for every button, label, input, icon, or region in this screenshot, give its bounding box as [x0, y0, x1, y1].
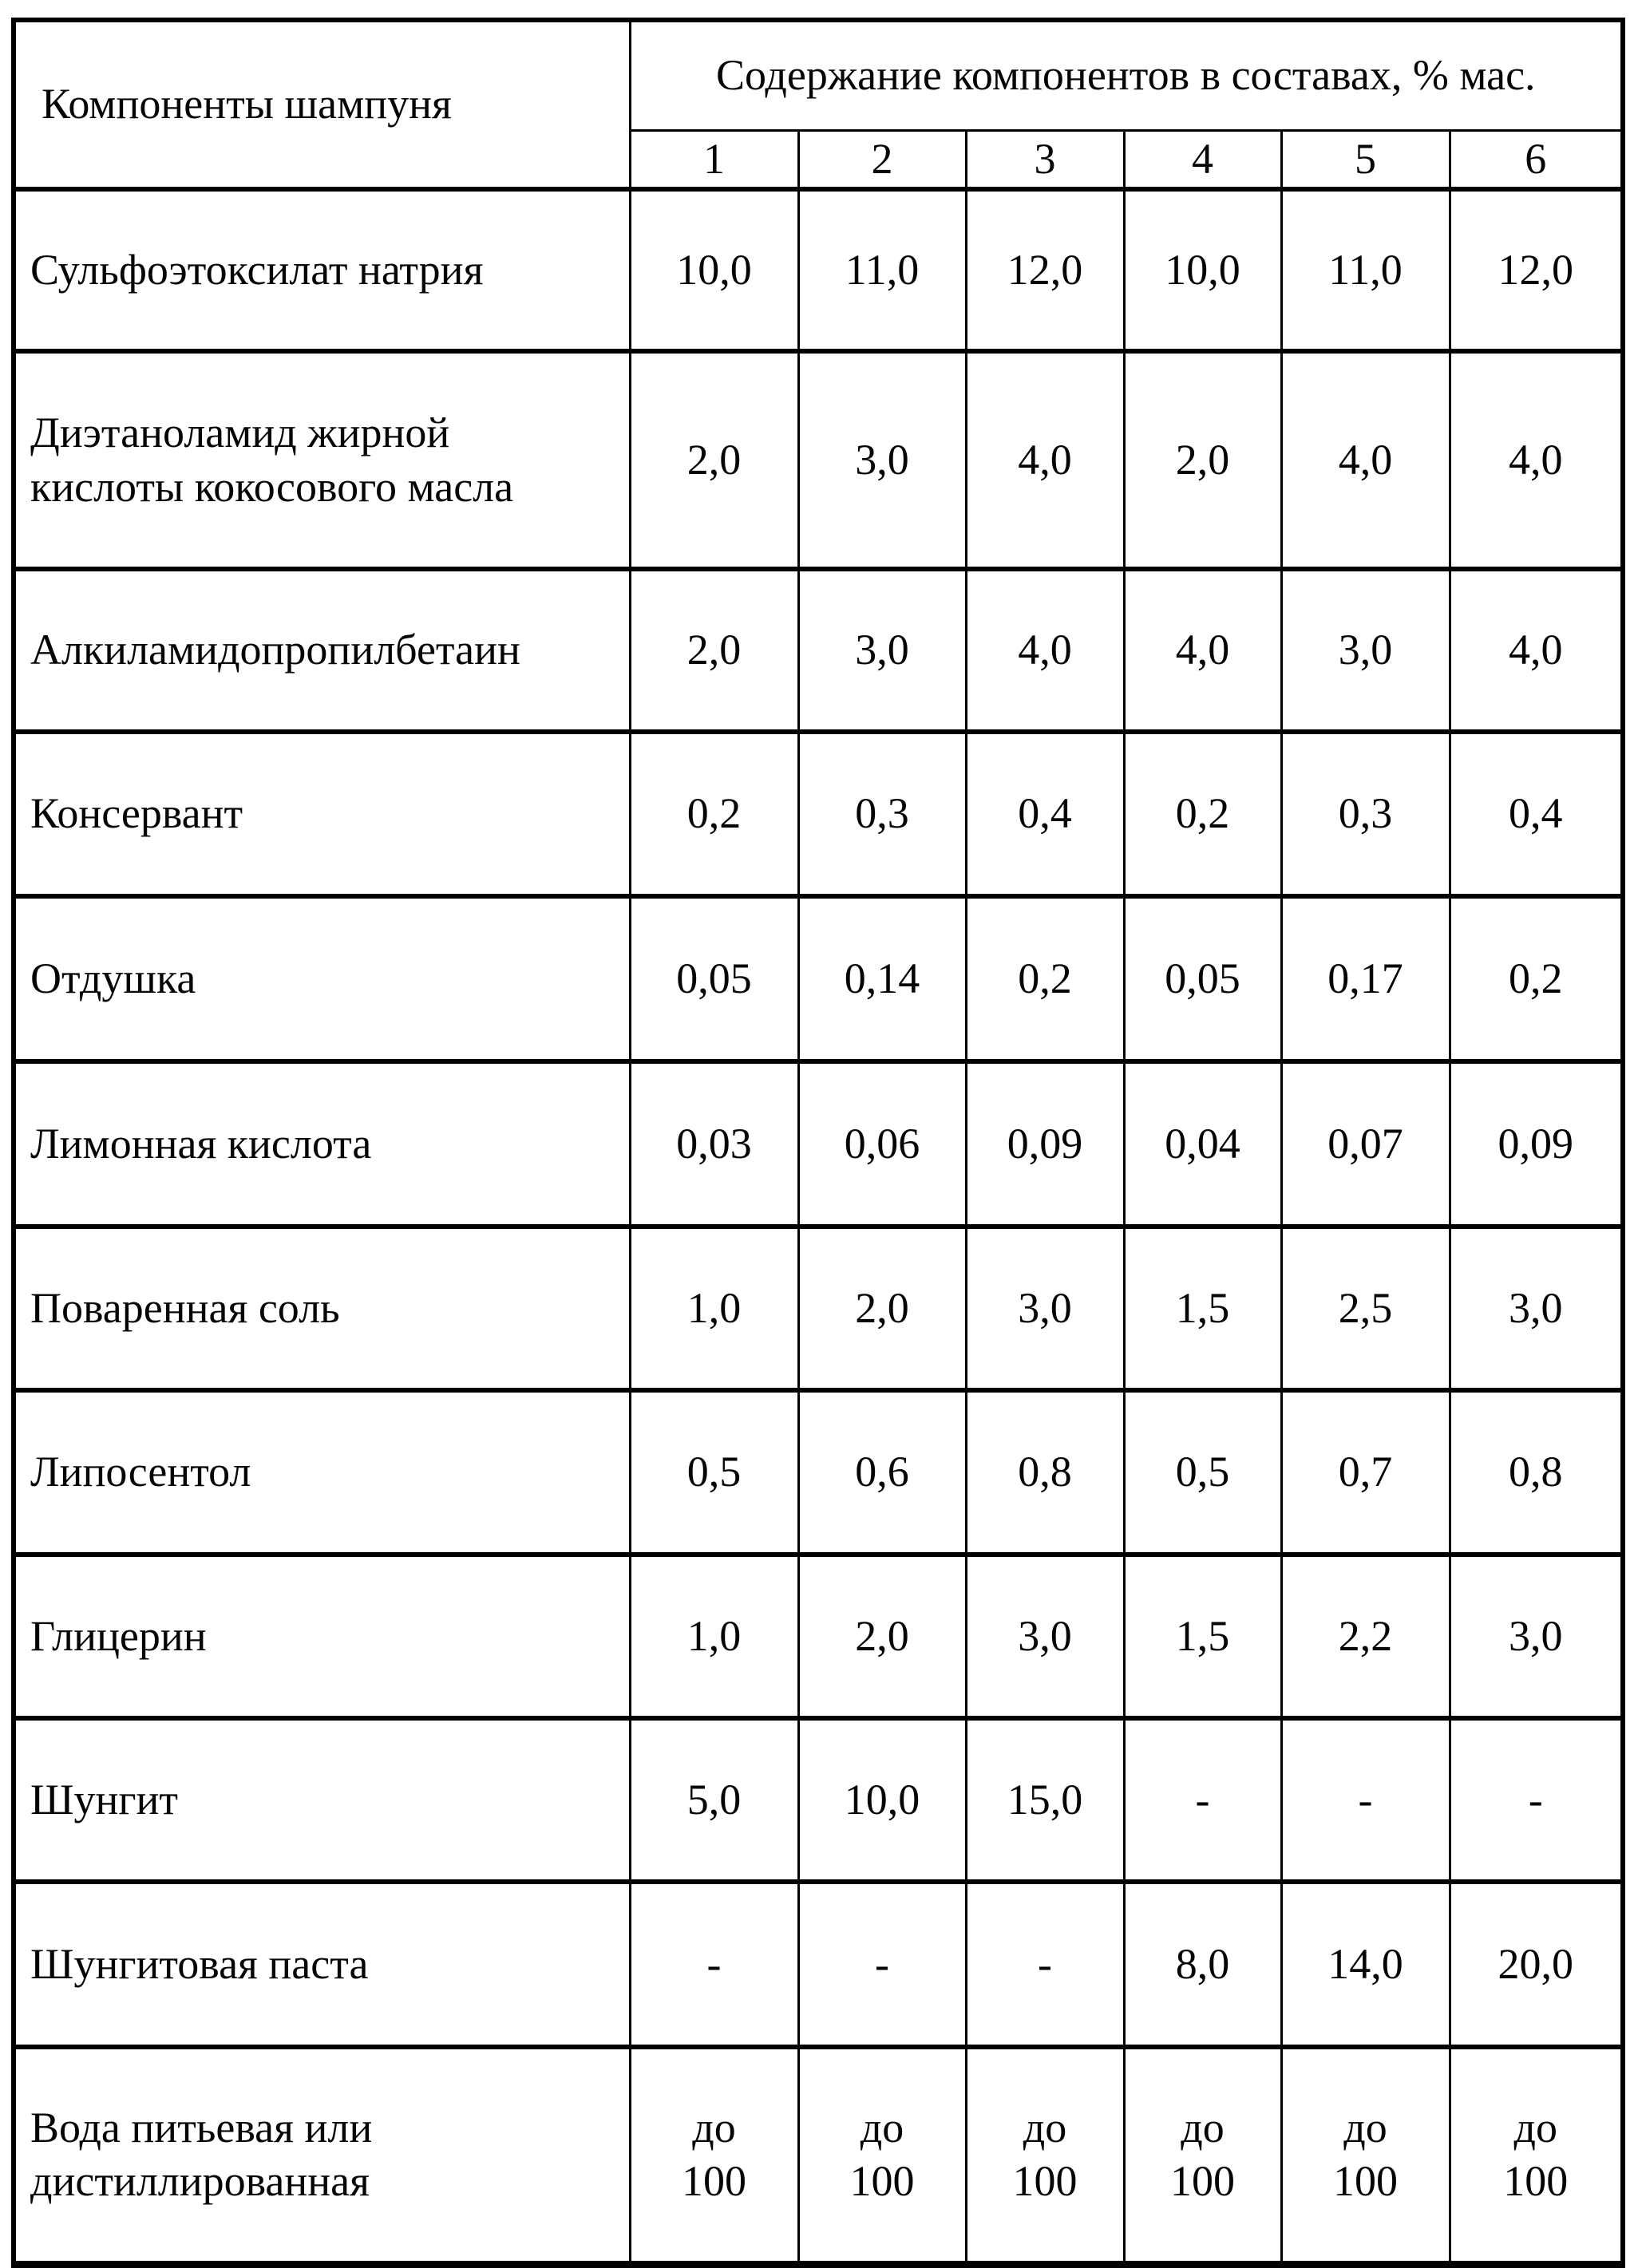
value-cell: 3,0 — [798, 351, 966, 569]
value-cell: 0,09 — [1450, 1061, 1623, 1227]
value-cell: 0,4 — [966, 732, 1124, 896]
value-cell: 2,0 — [630, 351, 798, 569]
value-cell: 2,0 — [1124, 351, 1281, 569]
composition-number-5: 5 — [1281, 130, 1450, 189]
value-cell: 11,0 — [798, 189, 966, 351]
composition-number-3: 3 — [966, 130, 1124, 189]
component-cell: Поваренная соль — [14, 1227, 630, 1390]
table-row — [14, 1061, 1623, 1227]
value-cell: 0,2 — [1124, 732, 1281, 896]
value-cell: - — [966, 1882, 1124, 2047]
value-cell: 0,14 — [798, 896, 966, 1061]
value-cell: 10,0 — [798, 1718, 966, 1882]
value-cell: 0,8 — [1450, 1390, 1623, 1555]
composition-number-4: 4 — [1124, 130, 1281, 189]
table-row — [14, 1882, 1623, 2047]
value-cell: 0,7 — [1281, 1390, 1450, 1555]
value-cell: 10,0 — [1124, 189, 1281, 351]
value-cell: 3,0 — [1281, 569, 1450, 732]
value-cell: 10,0 — [630, 189, 798, 351]
value-cell: - — [1124, 1718, 1281, 1882]
value-cell: 4,0 — [966, 351, 1124, 569]
component-cell: Алкиламидопропилбетаин — [14, 569, 630, 732]
value-cell: 3,0 — [966, 1227, 1124, 1390]
value-cell: 0,06 — [798, 1061, 966, 1227]
shampoo-composition-table — [11, 18, 1625, 2268]
value-cell: 0,3 — [798, 732, 966, 896]
value-cell: 1,0 — [630, 1555, 798, 1718]
value-cell: 2,2 — [1281, 1555, 1450, 1718]
value-cell: 11,0 — [1281, 189, 1450, 351]
value-cell: 12,0 — [966, 189, 1124, 351]
component-cell: Диэтаноламид жирной кислоты кокосового масла — [14, 351, 630, 569]
value-cell: 3,0 — [966, 1555, 1124, 1718]
value-cell: 0,4 — [1450, 732, 1623, 896]
value-cell: до 100 — [630, 2047, 798, 2264]
table-row — [14, 1390, 1623, 1555]
value-cell: до 100 — [1450, 2047, 1623, 2264]
value-cell: 0,05 — [1124, 896, 1281, 1061]
table-row — [14, 732, 1623, 896]
value-cell: 0,8 — [966, 1390, 1124, 1555]
value-cell: 4,0 — [1450, 569, 1623, 732]
component-cell: Лимонная кислота — [14, 1061, 630, 1227]
value-cell: 0,04 — [1124, 1061, 1281, 1227]
composition-number-2: 2 — [798, 130, 966, 189]
table-row — [14, 1718, 1623, 1882]
table-body — [14, 189, 1623, 2264]
value-cell: 15,0 — [966, 1718, 1124, 1882]
header-content-label: Содержание компонентов в составах, % мас. — [630, 20, 1623, 130]
value-cell: 4,0 — [1450, 351, 1623, 569]
value-cell: до 100 — [1281, 2047, 1450, 2264]
value-cell: 2,0 — [798, 1555, 966, 1718]
value-cell: 3,0 — [1450, 1227, 1623, 1390]
value-cell: до 100 — [1124, 2047, 1281, 2264]
component-cell: Глицерин — [14, 1555, 630, 1718]
value-cell: 0,05 — [630, 896, 798, 1061]
value-cell: 0,2 — [1450, 896, 1623, 1061]
value-cell: 4,0 — [1281, 351, 1450, 569]
table-row — [14, 351, 1623, 569]
value-cell: 2,0 — [630, 569, 798, 732]
value-cell: - — [630, 1882, 798, 2047]
value-cell: 5,0 — [630, 1718, 798, 1882]
value-cell: 0,3 — [1281, 732, 1450, 896]
value-cell: 0,5 — [630, 1390, 798, 1555]
component-cell: Консервант — [14, 732, 630, 896]
value-cell: - — [798, 1882, 966, 2047]
table-row — [14, 2047, 1623, 2264]
value-cell: до 100 — [798, 2047, 966, 2264]
composition-number-6: 6 — [1450, 130, 1623, 189]
component-cell: Шунгитовая паста — [14, 1882, 630, 2047]
value-cell: 3,0 — [798, 569, 966, 732]
component-cell: Отдушка — [14, 896, 630, 1061]
value-cell: 1,0 — [630, 1227, 798, 1390]
header-components-label: Компоненты шампуня — [14, 20, 630, 189]
table-header — [14, 20, 1623, 189]
value-cell: 12,0 — [1450, 189, 1623, 351]
value-cell: 0,6 — [798, 1390, 966, 1555]
value-cell: 4,0 — [966, 569, 1124, 732]
value-cell: 14,0 — [1281, 1882, 1450, 2047]
value-cell: 4,0 — [1124, 569, 1281, 732]
table-row — [14, 569, 1623, 732]
value-cell: - — [1450, 1718, 1623, 1882]
value-cell: 1,5 — [1124, 1227, 1281, 1390]
header-row-main — [14, 20, 1623, 130]
value-cell: 0,2 — [630, 732, 798, 896]
table-row — [14, 189, 1623, 351]
value-cell: 1,5 — [1124, 1555, 1281, 1718]
value-cell: 8,0 — [1124, 1882, 1281, 2047]
value-cell: 0,03 — [630, 1061, 798, 1227]
table-row — [14, 896, 1623, 1061]
composition-number-1: 1 — [630, 130, 798, 189]
value-cell: 3,0 — [1450, 1555, 1623, 1718]
component-cell: Шунгит — [14, 1718, 630, 1882]
value-cell: 20,0 — [1450, 1882, 1623, 2047]
value-cell: 2,5 — [1281, 1227, 1450, 1390]
value-cell: до 100 — [966, 2047, 1124, 2264]
value-cell: 0,07 — [1281, 1061, 1450, 1227]
table-row — [14, 1227, 1623, 1390]
component-cell: Сульфоэтоксилат натрия — [14, 189, 630, 351]
component-cell: Липосентол — [14, 1390, 630, 1555]
value-cell: 0,17 — [1281, 896, 1450, 1061]
value-cell: 0,09 — [966, 1061, 1124, 1227]
value-cell: - — [1281, 1718, 1450, 1882]
value-cell: 0,2 — [966, 896, 1124, 1061]
value-cell: 0,5 — [1124, 1390, 1281, 1555]
value-cell: 2,0 — [798, 1227, 966, 1390]
table-row — [14, 1555, 1623, 1718]
component-cell: Вода питьевая или дистиллированная — [14, 2047, 630, 2264]
